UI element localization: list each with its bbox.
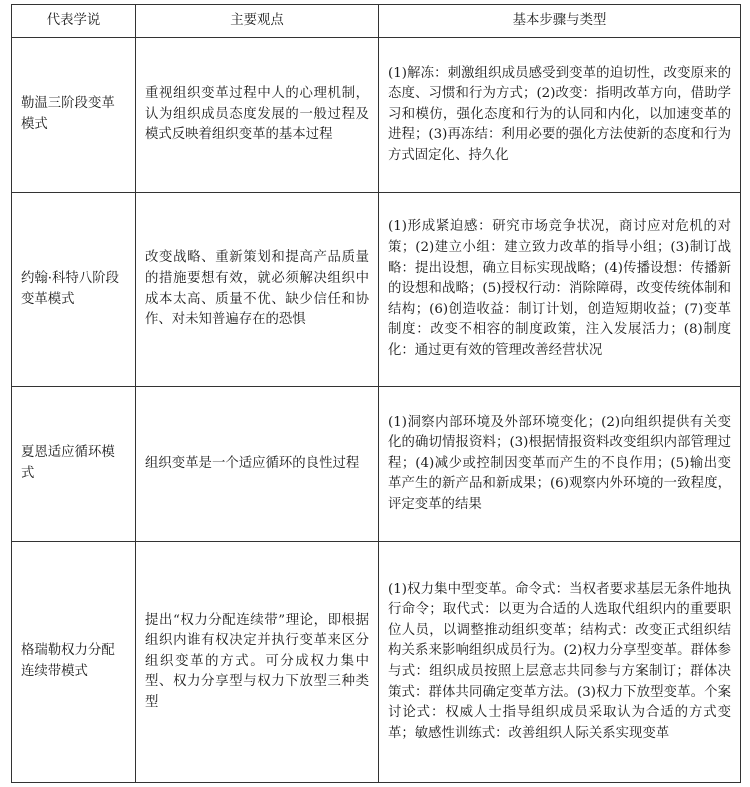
table-header <box>12 5 741 38</box>
table-row <box>12 542 741 783</box>
cell-main-view: 重视组织变革过程中人的心理机制，认为组织成员态度发展的一般过程及模式反映着组织变革的基本过程 <box>136 38 379 193</box>
table-body <box>12 38 741 783</box>
cell-school: 勒温三阶段变革模式 <box>12 38 136 193</box>
header-main-view: 主要观点 <box>136 5 379 38</box>
table-row <box>12 38 741 193</box>
cell-school: 格瑞勒权力分配连续带模式 <box>12 542 136 783</box>
cell-school: 夏恩适应循环模式 <box>12 387 136 542</box>
cell-steps: (1)解冻：刺激组织成员感受到变革的迫切性，改变原来的态度、习惯和行为方式；(2)改变：指明改革方向，借助学习和模仿，强化态度和行为的认同和内化，以加速变革的进程；(3)再冻结：利用必要的强化方法使新的态度和行为方式固定化、持久化 <box>379 38 741 193</box>
cell-school: 约翰·科特八阶段变革模式 <box>12 193 136 387</box>
header-school: 代表学说 <box>12 5 136 38</box>
table-row <box>12 193 741 387</box>
table-row <box>12 387 741 542</box>
cell-main-view: 组织变革是一个适应循环的良性过程 <box>136 387 379 542</box>
cell-main-view: 提出“权力分配连续带”理论，即根据组织内谁有权决定并执行变革来区分组织变革的方式。可分成权力集中型、权力分享型与权力下放型三种类型 <box>136 542 379 783</box>
cell-main-view: 改变战略、重新策划和提高产品质量的措施要想有效，就必须解决组织中成本太高、质量不优、缺少信任和协作、对未知普遍存在的恐惧 <box>136 193 379 387</box>
header-row <box>12 5 741 38</box>
cell-steps: (1)形成紧迫感：研究市场竞争状况，商讨应对危机的对策；(2)建立小组：建立致力改革的指导小组；(3)制订战略：提出设想，确立目标实现战略；(4)传播设想：传播新的设想和战略；(5)授权行动：消除障碍，改变传统体制和结构；(6)创造收益：制订计划，创造短期收益；(7)变革制度：改变不相容的制度政策，注入发展活力；(8)制度化：通过更有效的管理改善经营状况 <box>379 193 741 387</box>
cell-steps: (1)权力集中型变革。命令式：当权者要求基层无条件地执行命令；取代式：以更为合适的人选取代组织内的重要职位人员，以调整推动组织变革；结构式：改变正式组织结构关系来影响组织成员行为。(2)权力分享型变革。群体参与式：组织成员按照上层意志共同参与方案制订；群体决策式：群体共同确定变革方法。(3)权力下放型变革。个案讨论式：权威人士指导组织成员采取认为合适的方式变革；敏感性训练式：改善组织人际关系实现变革 <box>379 542 741 783</box>
cell-steps: (1)洞察内部环境及外部环境变化；(2)向组织提供有关变化的确切情报资料；(3)根据情报资料改变组织内部管理过程；(4)减少或控制因变革而产生的不良作用；(5)输出变革产生的新产品和新成果；(6)观察内外环境的一致程度，评定变革的结果 <box>379 387 741 542</box>
theory-comparison-table <box>11 4 741 783</box>
header-steps: 基本步骤与类型 <box>379 5 741 38</box>
